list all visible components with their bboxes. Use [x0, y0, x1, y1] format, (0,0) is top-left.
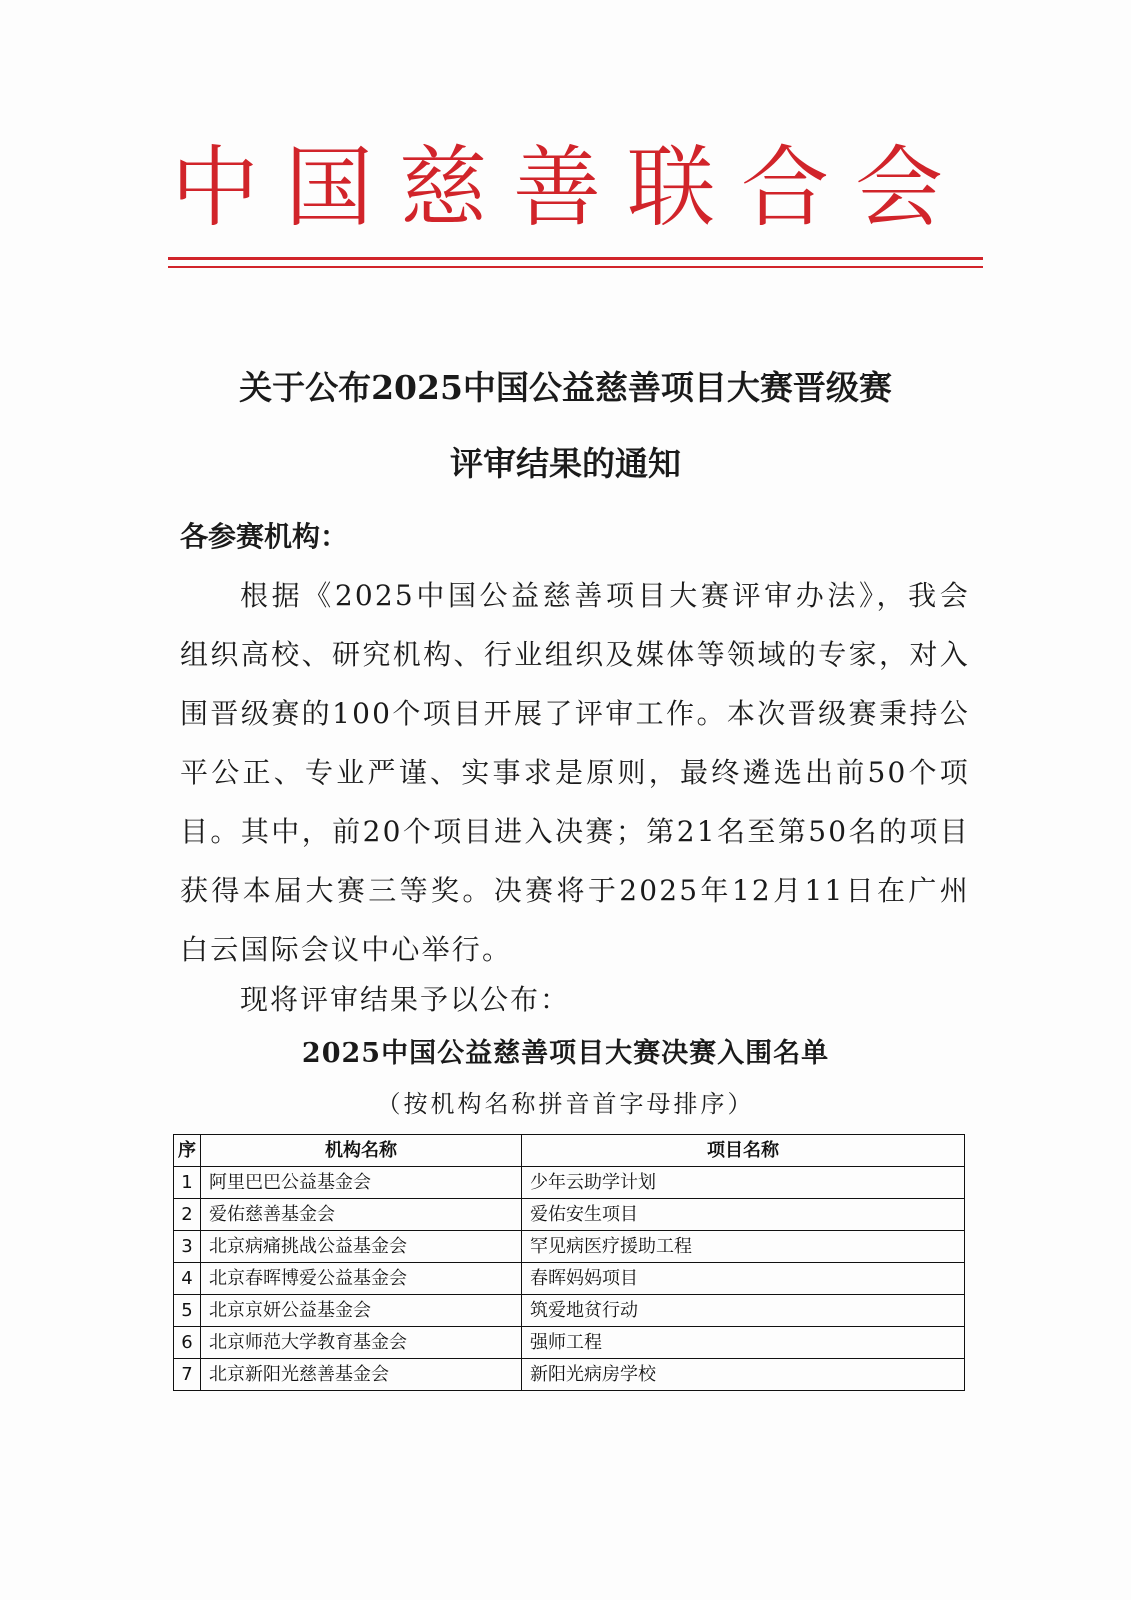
finalist-table	[173, 1134, 965, 1391]
table-row	[174, 1199, 965, 1231]
row-index: 4	[174, 1263, 201, 1295]
table-row	[174, 1231, 965, 1263]
row-index: 1	[174, 1167, 201, 1199]
finalist-list-title: 2025中国公益慈善项目大赛决赛入围名单	[301, 1038, 830, 1069]
notice-body-paragraph: 根据《2025中国公益慈善项目大赛评审办法》，我会组织高校、研究机构、行业组织及媒体等领域的专家，对入围晋级赛的100个项目开展了评审工作。本次晋级赛秉持公平公正、专业严谨、实事求是原则，最终遴选出前50个项目。其中，前20个项目进入决赛；第21名至第50名的项目获得本届大赛三等奖。决赛将于2025年12月11日在广州白云国际会议中心举行。	[180, 579, 970, 966]
row-project-name: 新阳光病房学校	[522, 1359, 965, 1391]
row-index: 6	[174, 1327, 201, 1359]
table-row	[174, 1359, 965, 1391]
row-index: 3	[174, 1231, 201, 1263]
column-header-org: 机构名称	[201, 1135, 522, 1167]
row-project-name: 爱佑安生项目	[522, 1199, 965, 1231]
letterhead-rule-thin	[168, 266, 983, 268]
row-org-name: 北京春晖博爱公益基金会	[201, 1263, 522, 1295]
table-row	[174, 1263, 965, 1295]
row-org-name: 北京病痛挑战公益基金会	[201, 1231, 522, 1263]
row-index: 5	[174, 1295, 201, 1327]
letterhead-rule-thick	[168, 257, 983, 260]
row-org-name: 阿里巴巴公益基金会	[201, 1167, 522, 1199]
column-header-project: 项目名称	[522, 1135, 965, 1167]
table-header-row	[174, 1135, 965, 1167]
notice-announce-line: 现将评审结果予以公布：	[240, 983, 571, 1016]
row-project-name: 筑爱地贫行动	[522, 1295, 965, 1327]
finalist-list-subtitle: （按机构名称拼音首字母排序）	[376, 1090, 755, 1118]
row-project-name: 强师工程	[522, 1327, 965, 1359]
notice-title-line1: 关于公布2025中国公益慈善项目大赛晋级赛	[239, 368, 892, 407]
letterhead-org-name: 中国慈善联合会	[170, 136, 969, 239]
table-row	[174, 1327, 965, 1359]
row-project-name: 春晖妈妈项目	[522, 1263, 965, 1295]
notice-title-line2: 评审结果的通知	[450, 444, 681, 483]
row-org-name: 爱佑慈善基金会	[201, 1199, 522, 1231]
table-row	[174, 1295, 965, 1327]
row-project-name: 罕见病医疗援助工程	[522, 1231, 965, 1263]
notice-salutation: 各参赛机构：	[180, 520, 349, 553]
row-org-name: 北京京妍公益基金会	[201, 1295, 522, 1327]
row-org-name: 北京师范大学教育基金会	[201, 1327, 522, 1359]
row-index: 7	[174, 1359, 201, 1391]
row-index: 2	[174, 1199, 201, 1231]
table-row	[174, 1167, 965, 1199]
row-org-name: 北京新阳光慈善基金会	[201, 1359, 522, 1391]
column-header-index: 序	[174, 1135, 201, 1167]
row-project-name: 少年云助学计划	[522, 1167, 965, 1199]
